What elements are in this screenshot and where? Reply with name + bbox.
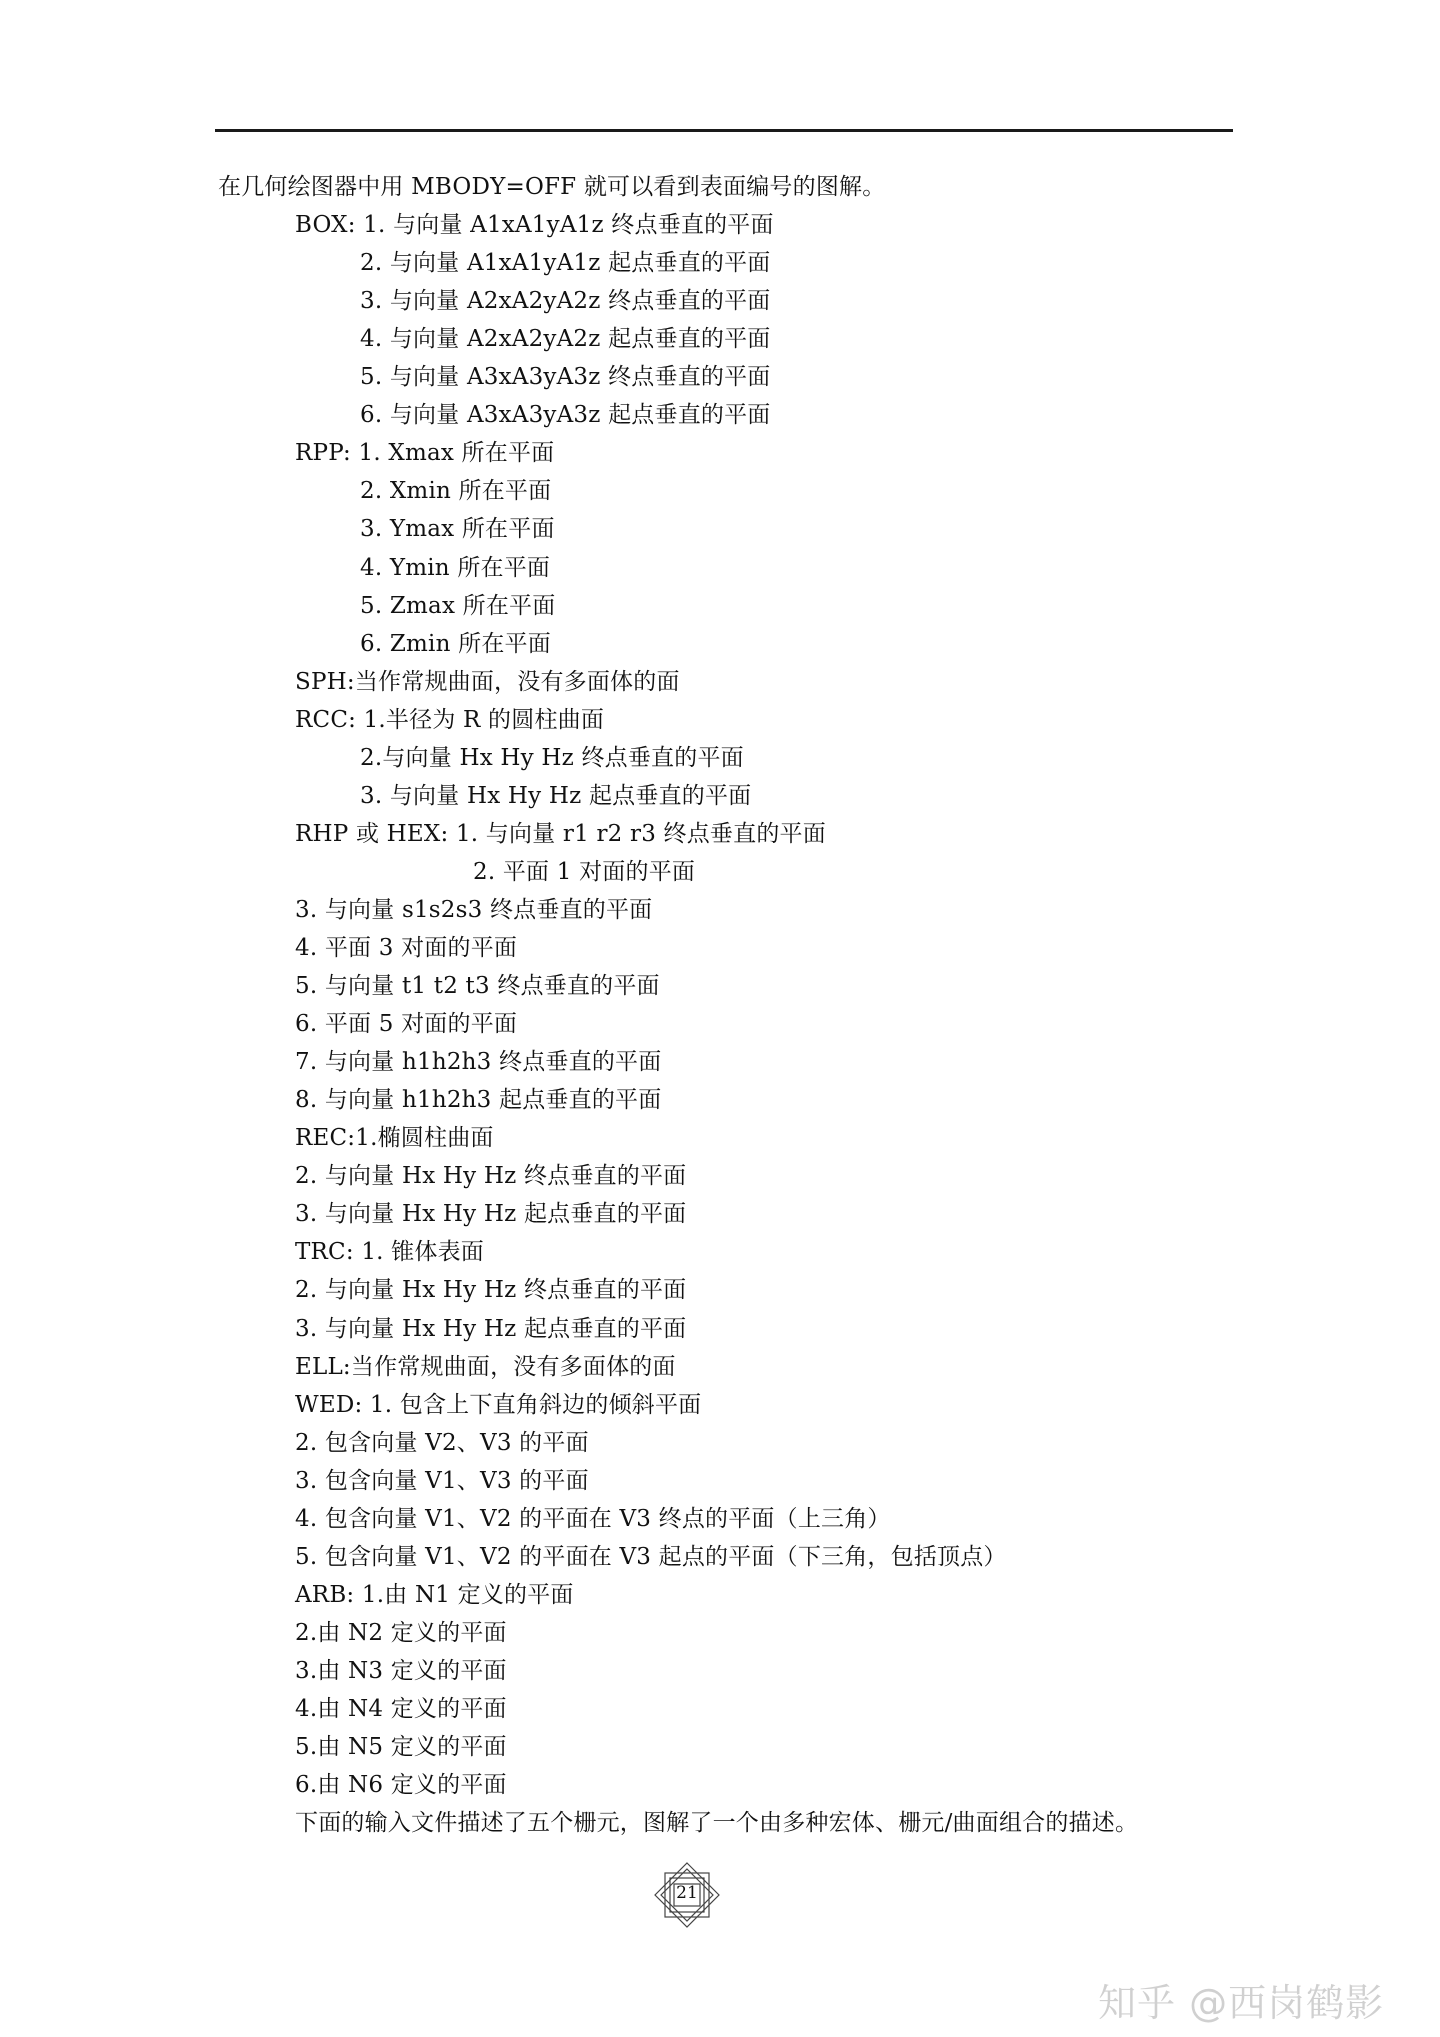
text-line: ELL:当作常规曲面，没有多面体的面 — [295, 1354, 676, 1380]
text-line: 4. 平面 3 对面的平面 — [295, 935, 518, 961]
text-line: 在几何绘图器中用 MBODY=OFF 就可以看到表面编号的图解。 — [218, 174, 886, 200]
text-line: 6. 平面 5 对面的平面 — [295, 1011, 518, 1037]
text-line: 2. 平面 1 对面的平面 — [473, 859, 696, 885]
text-line: 6. Zmin 所在平面 — [360, 631, 551, 657]
text-line: REC:1.椭圆柱曲面 — [295, 1125, 494, 1151]
text-line: 3.由 N3 定义的平面 — [295, 1658, 507, 1684]
text-line: 下面的输入文件描述了五个栅元，图解了一个由多种宏体、栅元/曲面组合的描述。 — [295, 1810, 1139, 1836]
text-line: 7. 与向量 h1h2h3 终点垂直的平面 — [295, 1049, 662, 1075]
text-line: ARB: 1.由 N1 定义的平面 — [295, 1582, 574, 1608]
text-line: 3. 包含向量 V1、V3 的平面 — [295, 1468, 589, 1494]
text-line: 3. 与向量 Hx Hy Hz 起点垂直的平面 — [295, 1316, 687, 1342]
text-line: 3. Ymax 所在平面 — [360, 516, 555, 542]
text-line: 2. 与向量 Hx Hy Hz 终点垂直的平面 — [295, 1277, 687, 1303]
text-line: 8. 与向量 h1h2h3 起点垂直的平面 — [295, 1087, 662, 1113]
text-line: 6.由 N6 定义的平面 — [295, 1772, 507, 1798]
watermark: 知乎 @西岗鹤影 — [1098, 1981, 1385, 2025]
text-line: 3. 与向量 A2xA2yA2z 终点垂直的平面 — [360, 288, 771, 314]
text-line: SPH:当作常规曲面，没有多面体的面 — [295, 669, 680, 695]
text-line: 6. 与向量 A3xA3yA3z 起点垂直的平面 — [360, 402, 771, 428]
text-line: WED: 1. 包含上下直角斜边的倾斜平面 — [295, 1392, 702, 1418]
text-line: 5. 与向量 A3xA3yA3z 终点垂直的平面 — [360, 364, 771, 390]
text-line: 5.由 N5 定义的平面 — [295, 1734, 507, 1760]
text-line: 2.由 N2 定义的平面 — [295, 1620, 507, 1646]
page-number: 21 — [676, 1883, 698, 1903]
text-line: 5. 包含向量 V1、V2 的平面在 V3 起点的平面（下三角，包括顶点） — [295, 1544, 1007, 1570]
text-line: BOX: 1. 与向量 A1xA1yA1z 终点垂直的平面 — [295, 212, 774, 238]
text-line: 2. 与向量 Hx Hy Hz 终点垂直的平面 — [295, 1163, 687, 1189]
text-line: 4. 与向量 A2xA2yA2z 起点垂直的平面 — [360, 326, 771, 352]
text-line: TRC: 1. 锥体表面 — [295, 1239, 484, 1265]
text-line: 2. 包含向量 V2、V3 的平面 — [295, 1430, 589, 1456]
header-rule — [215, 129, 1233, 132]
text-line: 3. 与向量 Hx Hy Hz 起点垂直的平面 — [360, 783, 752, 809]
text-line: 5. 与向量 t1 t2 t3 终点垂直的平面 — [295, 973, 660, 999]
page-number-ornament — [652, 1860, 722, 1930]
text-line: RPP: 1. Xmax 所在平面 — [295, 440, 555, 466]
text-line: RCC: 1.半径为 R 的圆柱曲面 — [295, 707, 605, 733]
text-line: RHP 或 HEX: 1. 与向量 r1 r2 r3 终点垂直的平面 — [295, 821, 826, 847]
text-line: 3. 与向量 Hx Hy Hz 起点垂直的平面 — [295, 1201, 687, 1227]
text-line: 2.与向量 Hx Hy Hz 终点垂直的平面 — [360, 745, 744, 771]
text-line: 4.由 N4 定义的平面 — [295, 1696, 507, 1722]
text-line: 3. 与向量 s1s2s3 终点垂直的平面 — [295, 897, 653, 923]
text-line: 5. Zmax 所在平面 — [360, 593, 556, 619]
text-line: 4. 包含向量 V1、V2 的平面在 V3 终点的平面（上三角） — [295, 1506, 891, 1532]
text-line: 2. 与向量 A1xA1yA1z 起点垂直的平面 — [360, 250, 771, 276]
text-line: 2. Xmin 所在平面 — [360, 478, 552, 504]
text-line: 4. Ymin 所在平面 — [360, 555, 551, 581]
